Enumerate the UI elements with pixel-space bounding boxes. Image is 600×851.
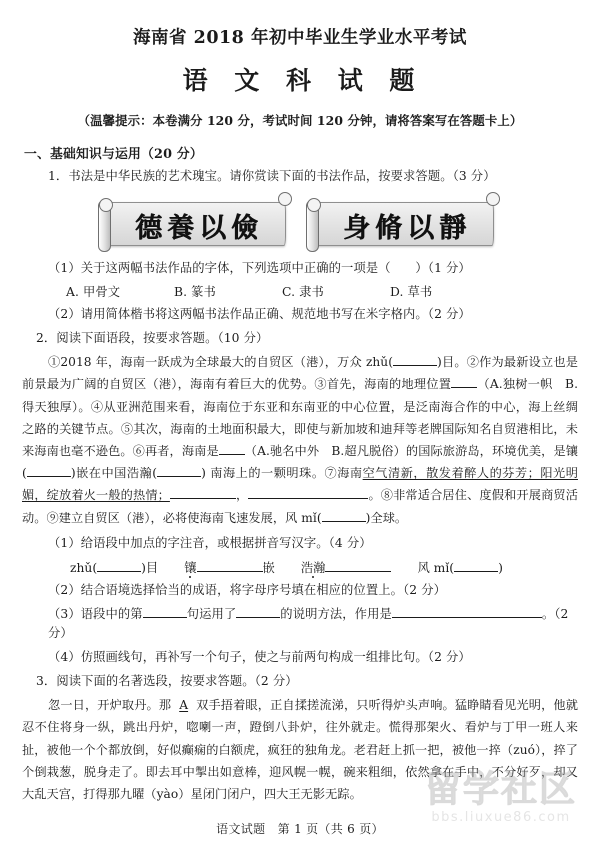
passage-3-part-b: 双手捂着眼，正自揉搓流涕，只听得炉头声响。猛睁睛看见光明，他就忍不住将身一纵，跳出丹炉，唿喇一声，蹬倒八卦炉，往外就走。慌得那架火、看炉与丁甲一班人来扯，被他一个个都放倒，好似癫痫的白额虎，疯狂的独角龙。老君赶上抓一把，被他一捽（zuó），捽了个倒栽葱，脱身走了。即去耳中掣出如意棒，迎风幌一幌，碗来粗细，依然拿在手中，不分好歹，却又大乱天宫，打得那九曜（yào）星闭门闭户，四大王无影无踪。 xyxy=(22,698,578,801)
sub3-blank-effect[interactable] xyxy=(392,617,542,618)
passage-part-8: )全球。 xyxy=(365,510,408,525)
passage-blank-idiom-2[interactable] xyxy=(219,454,245,455)
answer-slot-zhu xyxy=(70,558,158,576)
passage-part-3: （A.独树一帜 B.得天独厚）。④从亚洲范围来看，海南位于东亚和东南亚的中心位置，是泛南海合作的中心，海上丝绸之路的关键节点。⑤其次，海南的土地面积最大，即使与新加坡和迪拜等老牌国际知名自贸港相比，未来海南也毫不逊色。⑥再者，海南是 xyxy=(22,377,578,458)
passage-blank-idiom-1[interactable] xyxy=(451,387,477,388)
sub3-part-c: 的说明方法，作用是 xyxy=(280,606,392,621)
calligraphy-figure xyxy=(22,196,578,254)
passage-part-6: ) 南海上的一颗明珠。⑦海南 xyxy=(201,466,363,481)
section-heading-1: 一、基础知识与运用（20 分） xyxy=(24,147,203,162)
question-2-answer-row xyxy=(22,558,578,576)
passage-blank-zhu[interactable] xyxy=(393,365,437,366)
choice-d[interactable]: D. 草书 xyxy=(390,285,433,300)
passage-blank-parallel-1[interactable] xyxy=(170,498,236,499)
passage-blank-haohan[interactable] xyxy=(157,476,201,477)
exam-tip: （温馨提示：本卷满分 120 分，考试时间 120 分钟，请将答案写在答题卡上） xyxy=(77,113,523,128)
sub3-blank-sentence-no[interactable] xyxy=(143,617,187,618)
answer-slot-xiang xyxy=(184,558,275,576)
answer-blank[interactable] xyxy=(325,571,391,572)
answer-blank[interactable] xyxy=(454,571,498,572)
watermark-title: 留学社区 xyxy=(424,769,577,810)
passage-blank-xiang[interactable] xyxy=(27,476,71,477)
passage-underlined-parallel: 空气清新，散发着醉人的芬芳；阳光明媚，绽放着火一般的热情； xyxy=(22,466,578,503)
question-1-choices xyxy=(22,282,578,300)
watermark-url: bbs.liuxue86.com xyxy=(431,810,571,825)
question-2-sub-4: （4）仿照画线句，再补写一个句子，使之与前两句构成一组排比句。（2 分） xyxy=(48,650,471,664)
scroll-knob-right-icon xyxy=(486,192,500,206)
passage-blank-mi[interactable] xyxy=(322,521,366,522)
scroll-knob-left-icon xyxy=(307,198,321,212)
answer-label-pre: zhǔ( xyxy=(70,560,98,575)
answer-blank[interactable] xyxy=(197,571,263,572)
choice-a[interactable]: A. 甲骨文 xyxy=(66,285,121,300)
subject-title: 语 文 科 试 题 xyxy=(182,66,424,95)
passage-blank-parallel-2[interactable] xyxy=(248,498,368,499)
answer-label-post: 嵌 xyxy=(262,560,275,575)
scroll-knob-right-icon xyxy=(278,192,292,206)
answer-slot-mi xyxy=(417,558,502,576)
passage-part-7: 。⑧非常适合居住、度假和开展商贸活动。⑨建立自贸区（港），必将使海南飞速发展，风 mǐ( xyxy=(22,488,578,525)
question-1-sub-1: （1）关于这两幅书法作品的字体，下列选项中正确的一项是（ ）（1 分） xyxy=(48,261,471,276)
question-2-passage: ①2018 年，海南一跃成为全球最大的自贸区（港），万众 zhǔ( )目。②作为最新设立也是前景最为广阔的自贸区（港），海南有着巨大的优势。③首先，海南的地理位置 （A.独树一帜 B.得天独厚）。④从亚洲范围来看，海南位于东亚和东南亚的中心位置，是泛南海合作的中心，海上丝绸之路的关键节点。⑤其次，海南的土地面积最大，即使与新加坡和迪拜等老牌国际知名自贸港相比，未来海南也毫不逊色。⑥再者，海南是 （A.驰名中外 B.超凡脱俗）的国际旅游岛，环境优美，是镶( )嵌在中国浩瀚( ) 南海上的一颗明珠。⑦海南空气清新，散发着醉人的芬芳；阳光明媚，绽放着火一般的热情； ， 。⑧非常适合居住、度假和开展商贸活动。⑨建立自贸区（港），必将使海南飞速发展，风 mǐ( )全球。 xyxy=(22,355,578,525)
answer-label-pre: 风 mǐ( xyxy=(417,560,455,575)
sub3-part-d: 。（2 分） xyxy=(48,606,569,640)
question-2-sub-2: （2）结合语境选择恰当的成语，将字母序号填在相应的位置上。（2 分） xyxy=(48,582,447,597)
exam-title: 海南省 2018 年初中毕业生学业水平考试 xyxy=(133,28,467,48)
scroll-knob-left-icon xyxy=(99,198,113,212)
passage-part-4: （A.驰名中外 B.超凡脱俗）的国际旅游岛，环境优美，是镶( xyxy=(22,444,578,481)
passage-part-5: )嵌在中国浩瀚( xyxy=(70,466,158,481)
question-2-sub-1: （1）给语段中加点的字注音，或根据拼音写汉字。（4 分） xyxy=(48,535,372,550)
question-3-passage xyxy=(22,694,578,805)
sub3-part-a: （3）语段中的第 xyxy=(48,606,143,621)
calligraphy-scroll-2 xyxy=(306,196,502,254)
passage-3-part-a: 忽一日，开炉取丹。那 xyxy=(48,698,172,713)
choice-b[interactable]: B. 篆书 xyxy=(174,285,216,300)
page-footer: 语文试题 第 1 页（共 6 页） xyxy=(216,822,384,836)
question-1-stem: 1．书法是中华民族的艺术瑰宝。请你赏读下面的书法作品，按要求答题。（3 分） xyxy=(48,169,496,183)
passage-part-2: )目。②作为最新设立也是前景最为广阔的自贸区（港），海南有着巨大的优势。③首先，海南的地理位置 xyxy=(22,355,578,392)
calligraphy-scroll-1 xyxy=(98,196,294,254)
answer-slot-haohan xyxy=(301,558,392,576)
question-3-stem: 3．阅读下面的名著选段，按要求答题。（2 分） xyxy=(36,674,298,689)
calligraphy-text-2: 身脩以靜 xyxy=(343,212,471,244)
passage-part-1: ①2018 年，海南一跃成为全球最大的自贸区（港），万众 zhǔ( xyxy=(48,355,394,370)
answer-label-post: ) xyxy=(498,560,503,575)
question-2-sub-3 xyxy=(22,605,578,643)
answer-label-pre: 浩瀚 xyxy=(300,560,326,575)
sub3-blank-method[interactable] xyxy=(236,617,280,618)
passage-3-blank-character[interactable]: A xyxy=(179,698,189,713)
question-1-sub-2: （2）请用简体楷书将这两幅书法作品正确、规范地书写在米字格内。（2 分） xyxy=(48,307,471,322)
choice-c[interactable]: C. 隶书 xyxy=(282,285,324,300)
answer-label-pre: 镶 xyxy=(184,560,197,575)
sub3-part-b: 句运用了 xyxy=(186,606,237,621)
question-2-stem: 2．阅读下面语段，按要求答题。（10 分） xyxy=(36,331,269,346)
answer-label-post: )目 xyxy=(141,560,159,575)
calligraphy-text-1: 德養以儉 xyxy=(135,212,263,244)
answer-blank[interactable] xyxy=(97,571,141,572)
